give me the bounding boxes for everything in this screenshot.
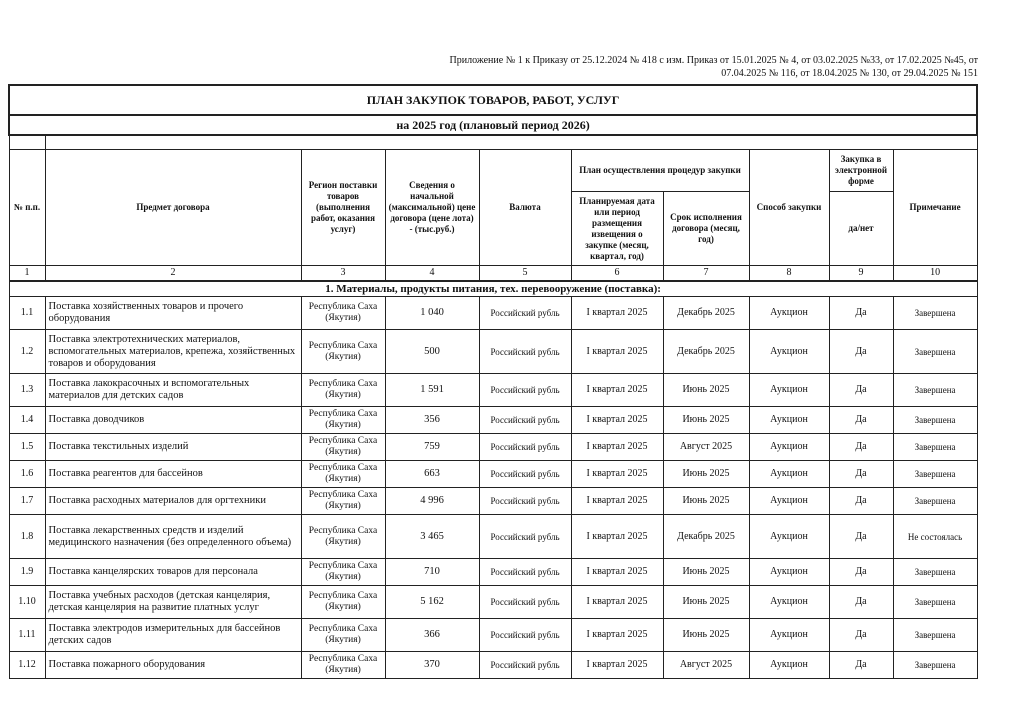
row-plan-date-cell: I квартал 2025 <box>571 297 663 330</box>
col-number: 3 <box>301 266 385 282</box>
row-term-cell: Июнь 2025 <box>663 374 749 407</box>
row-term-cell: Август 2025 <box>663 434 749 461</box>
table-row <box>9 652 977 679</box>
row-region-cell: Республика Саха (Якутия) <box>301 297 385 330</box>
row-currency-cell: Российский рубль <box>479 461 571 488</box>
col-number: 8 <box>749 266 829 282</box>
row-currency-cell: Российский рубль <box>479 374 571 407</box>
row-num-cell: 1.2 <box>9 330 45 374</box>
col-header-eform-yesno: да/нет <box>829 192 893 266</box>
row-plan-date-cell: I квартал 2025 <box>571 586 663 619</box>
row-region-cell: Республика Саха (Якутия) <box>301 330 385 374</box>
appendix-line-2: 07.04.2025 № 116, от 18.04.2025 № 130, от 29.04.2025 № 151 <box>721 68 978 79</box>
col-number: 2 <box>45 266 301 282</box>
row-note-cell: Завершена <box>893 434 977 461</box>
table-row <box>9 515 977 559</box>
row-method-cell: Аукцион <box>749 619 829 652</box>
row-currency-cell: Российский рубль <box>479 619 571 652</box>
row-eform-cell: Да <box>829 461 893 488</box>
appendix-line-1: Приложение № 1 к Приказу от 25.12.2024 № 418 с изм. Приказ от 15.01.2025 № 4, от 03.02.2025 №33, от 17.02.2025 №45, от <box>449 55 978 66</box>
row-plan-date-cell: I квартал 2025 <box>571 619 663 652</box>
row-num-cell: 1.7 <box>9 488 45 515</box>
table-row <box>9 407 977 434</box>
row-eform-cell: Да <box>829 515 893 559</box>
row-note-cell: Завершена <box>893 559 977 586</box>
row-num-cell: 1.10 <box>9 586 45 619</box>
row-method-cell: Аукцион <box>749 515 829 559</box>
row-note-cell: Завершена <box>893 652 977 679</box>
row-price-cell: 759 <box>385 434 479 461</box>
row-price-cell: 1 040 <box>385 297 479 330</box>
row-currency-cell: Российский рубль <box>479 434 571 461</box>
row-region-cell: Республика Саха (Якутия) <box>301 652 385 679</box>
row-note-cell: Завершена <box>893 407 977 434</box>
table-row <box>9 619 977 652</box>
row-eform-cell: Да <box>829 297 893 330</box>
col-number: 5 <box>479 266 571 282</box>
row-note-cell: Завершена <box>893 488 977 515</box>
row-subject-cell: Поставка электротехнических материалов, вспомогательных материалов, крепежа, хозяйственных товаров и оборудования <box>45 330 301 374</box>
row-price-cell: 370 <box>385 652 479 679</box>
row-eform-cell: Да <box>829 330 893 374</box>
table-row <box>9 461 977 488</box>
row-note-cell: Завершена <box>893 330 977 374</box>
plan-subtitle: на 2025 год (плановый период 2026) <box>9 115 977 135</box>
table-row <box>9 559 977 586</box>
row-note-cell: Завершена <box>893 619 977 652</box>
col-header-currency: Валюта <box>479 150 571 266</box>
row-note-cell: Завершена <box>893 374 977 407</box>
col-number: 4 <box>385 266 479 282</box>
section-title: 1. Материалы, продукты питания, тех. перевооружение (поставка): <box>9 281 977 297</box>
col-header-method: Способ закупки <box>749 150 829 266</box>
row-eform-cell: Да <box>829 374 893 407</box>
row-currency-cell: Российский рубль <box>479 586 571 619</box>
row-num-cell: 1.4 <box>9 407 45 434</box>
row-price-cell: 3 465 <box>385 515 479 559</box>
spacer-cell <box>9 135 45 150</box>
row-method-cell: Аукцион <box>749 652 829 679</box>
row-subject-cell: Поставка доводчиков <box>45 407 301 434</box>
row-region-cell: Республика Саха (Якутия) <box>301 488 385 515</box>
table-row <box>9 297 977 330</box>
row-num-cell: 1.9 <box>9 559 45 586</box>
row-price-cell: 366 <box>385 619 479 652</box>
row-num-cell: 1.8 <box>9 515 45 559</box>
row-num-cell: 1.12 <box>9 652 45 679</box>
row-method-cell: Аукцион <box>749 488 829 515</box>
appendix-reference <box>338 54 978 80</box>
row-price-cell: 500 <box>385 330 479 374</box>
row-term-cell: Июнь 2025 <box>663 407 749 434</box>
row-num-cell: 1.5 <box>9 434 45 461</box>
row-eform-cell: Да <box>829 619 893 652</box>
col-header-price: Сведения о начальной (максимальной) цене договора (цене лота) - (тыс.руб.) <box>385 150 479 266</box>
row-eform-cell: Да <box>829 407 893 434</box>
col-number: 6 <box>571 266 663 282</box>
row-region-cell: Республика Саха (Якутия) <box>301 619 385 652</box>
row-currency-cell: Российский рубль <box>479 407 571 434</box>
row-plan-date-cell: I квартал 2025 <box>571 559 663 586</box>
row-plan-date-cell: I квартал 2025 <box>571 515 663 559</box>
row-eform-cell: Да <box>829 434 893 461</box>
row-eform-cell: Да <box>829 586 893 619</box>
row-subject-cell: Поставка учебных расходов (детская канцелярия, детская канцелярия на развитие платных услуг <box>45 586 301 619</box>
row-term-cell: Июнь 2025 <box>663 619 749 652</box>
row-subject-cell: Поставка лекарственных средств и изделий медицинского назначения (без определенного объема) <box>45 515 301 559</box>
row-method-cell: Аукцион <box>749 461 829 488</box>
row-method-cell: Аукцион <box>749 407 829 434</box>
row-term-cell: Июнь 2025 <box>663 586 749 619</box>
row-currency-cell: Российский рубль <box>479 515 571 559</box>
row-note-cell: Завершена <box>893 586 977 619</box>
row-plan-date-cell: I квартал 2025 <box>571 461 663 488</box>
table-row <box>9 586 977 619</box>
col-number: 7 <box>663 266 749 282</box>
row-plan-date-cell: I квартал 2025 <box>571 434 663 461</box>
row-currency-cell: Российский рубль <box>479 652 571 679</box>
row-price-cell: 1 591 <box>385 374 479 407</box>
row-region-cell: Республика Саха (Якутия) <box>301 374 385 407</box>
row-method-cell: Аукцион <box>749 297 829 330</box>
row-price-cell: 5 162 <box>385 586 479 619</box>
row-note-cell: Не состоялась <box>893 515 977 559</box>
row-subject-cell: Поставка хозяйственных товаров и прочего оборудования <box>45 297 301 330</box>
row-method-cell: Аукцион <box>749 434 829 461</box>
col-header-plan-group: План осуществления процедур закупки <box>571 150 749 192</box>
row-note-cell: Завершена <box>893 461 977 488</box>
row-term-cell: Декабрь 2025 <box>663 515 749 559</box>
row-subject-cell: Поставка лакокрасочных и вспомогательных материалов для детских садов <box>45 374 301 407</box>
row-term-cell: Июнь 2025 <box>663 559 749 586</box>
row-method-cell: Аукцион <box>749 586 829 619</box>
row-plan-date-cell: I квартал 2025 <box>571 488 663 515</box>
row-region-cell: Республика Саха (Якутия) <box>301 461 385 488</box>
row-plan-date-cell: I квартал 2025 <box>571 407 663 434</box>
table-row <box>9 374 977 407</box>
row-term-cell: Декабрь 2025 <box>663 330 749 374</box>
row-term-cell: Август 2025 <box>663 652 749 679</box>
col-header-eform-group: Закупка в электронной форме <box>829 150 893 192</box>
col-number: 1 <box>9 266 45 282</box>
row-method-cell: Аукцион <box>749 559 829 586</box>
col-header-subject: Предмет договора <box>45 150 301 266</box>
row-eform-cell: Да <box>829 488 893 515</box>
row-subject-cell: Поставка расходных материалов для оргтехники <box>45 488 301 515</box>
row-currency-cell: Российский рубль <box>479 488 571 515</box>
row-price-cell: 663 <box>385 461 479 488</box>
row-method-cell: Аукцион <box>749 374 829 407</box>
procurement-plan-table <box>8 84 978 679</box>
col-header-num: № п.п. <box>9 150 45 266</box>
plan-title: ПЛАН ЗАКУПОК ТОВАРОВ, РАБОТ, УСЛУГ <box>9 85 977 115</box>
col-number: 9 <box>829 266 893 282</box>
row-num-cell: 1.6 <box>9 461 45 488</box>
row-num-cell: 1.3 <box>9 374 45 407</box>
row-region-cell: Республика Саха (Якутия) <box>301 559 385 586</box>
row-price-cell: 710 <box>385 559 479 586</box>
row-price-cell: 356 <box>385 407 479 434</box>
row-region-cell: Республика Саха (Якутия) <box>301 515 385 559</box>
table-row <box>9 434 977 461</box>
row-term-cell: Июнь 2025 <box>663 488 749 515</box>
row-note-cell: Завершена <box>893 297 977 330</box>
row-method-cell: Аукцион <box>749 330 829 374</box>
row-plan-date-cell: I квартал 2025 <box>571 374 663 407</box>
row-currency-cell: Российский рубль <box>479 330 571 374</box>
row-subject-cell: Поставка пожарного оборудования <box>45 652 301 679</box>
row-currency-cell: Российский рубль <box>479 297 571 330</box>
row-region-cell: Республика Саха (Якутия) <box>301 586 385 619</box>
row-subject-cell: Поставка электродов измерительных для бассейнов детских садов <box>45 619 301 652</box>
row-price-cell: 4 996 <box>385 488 479 515</box>
table-row <box>9 488 977 515</box>
row-eform-cell: Да <box>829 559 893 586</box>
col-header-term: Срок исполнения договора (месяц, год) <box>663 192 749 266</box>
row-num-cell: 1.1 <box>9 297 45 330</box>
row-eform-cell: Да <box>829 652 893 679</box>
row-plan-date-cell: I квартал 2025 <box>571 652 663 679</box>
spacer-cell <box>45 135 977 150</box>
col-header-note: Примечание <box>893 150 977 266</box>
col-number: 10 <box>893 266 977 282</box>
col-header-region: Регион поставки товаров (выполнения работ, оказания услуг) <box>301 150 385 266</box>
row-region-cell: Республика Саха (Якутия) <box>301 434 385 461</box>
row-num-cell: 1.11 <box>9 619 45 652</box>
row-term-cell: Июнь 2025 <box>663 461 749 488</box>
row-currency-cell: Российский рубль <box>479 559 571 586</box>
row-term-cell: Декабрь 2025 <box>663 297 749 330</box>
col-header-plan-date: Планируемая дата или период размещения извещения о закупке (месяц, квартал, год) <box>571 192 663 266</box>
row-plan-date-cell: I квартал 2025 <box>571 330 663 374</box>
table-row <box>9 330 977 374</box>
row-subject-cell: Поставка текстильных изделий <box>45 434 301 461</box>
row-subject-cell: Поставка реагентов для бассейнов <box>45 461 301 488</box>
row-subject-cell: Поставка канцелярских товаров для персонала <box>45 559 301 586</box>
row-region-cell: Республика Саха (Якутия) <box>301 407 385 434</box>
